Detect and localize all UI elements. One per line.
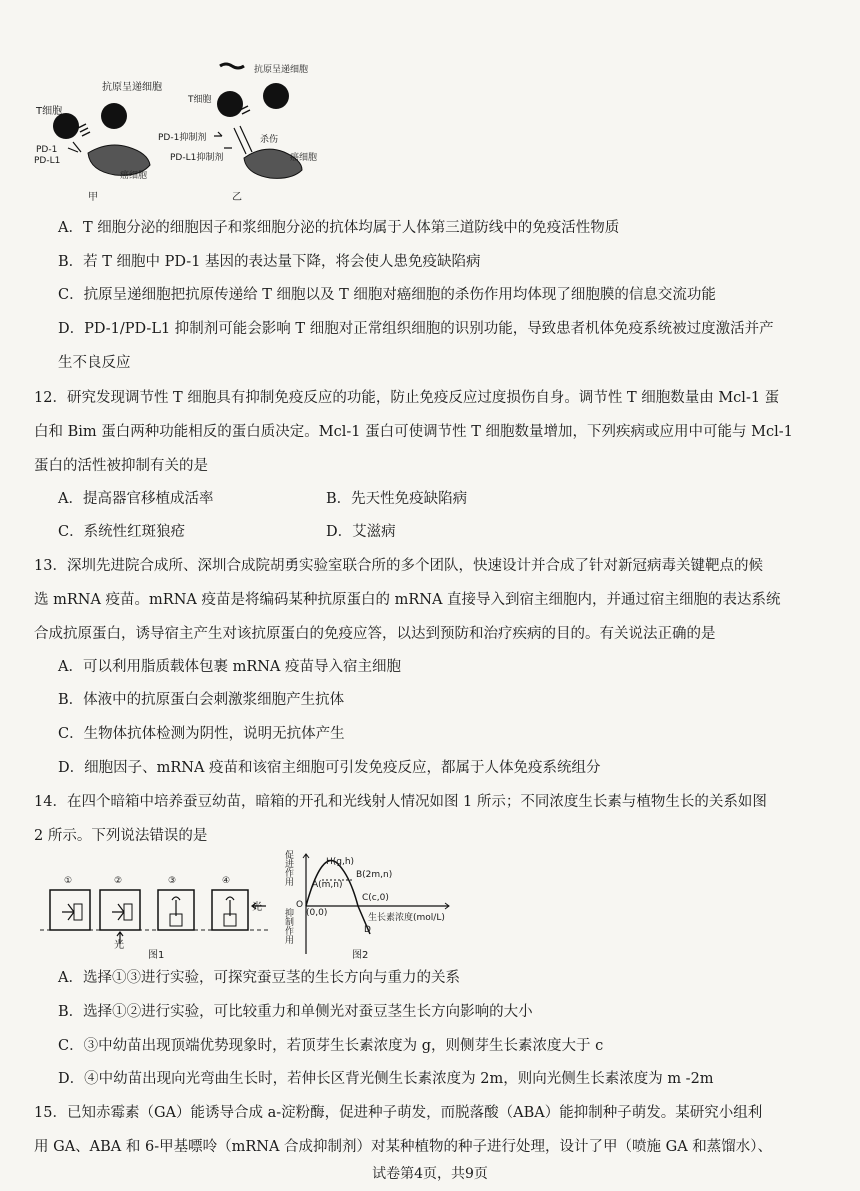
q12-option-a: A．提高器官移植成活率 xyxy=(58,491,214,507)
fig1-light-right: 光 xyxy=(252,902,262,913)
fig2-ylabel-top: 促进作用 xyxy=(285,851,295,888)
q12-option-b: B．先天性免疫缺陷病 xyxy=(326,491,468,507)
q11-option-b: B．若 T 细胞中 PD-1 基因的表达量下降，将会使人患免疫缺陷病 xyxy=(58,254,481,270)
fig11-left-cancer: 癌细胞 xyxy=(120,171,148,181)
q13-stem-2: 选 mRNA 疫苗。mRNA 疫苗是将编码某种抗原蛋白的 mRNA 直接导入到宿主细胞内，并通过宿主细胞的表达系统 xyxy=(34,592,781,608)
fig2-caption: 图2 xyxy=(352,950,369,961)
q11-option-c: C．抗原呈递细胞把抗原传递给 T 细胞以及 T 细胞对癌细胞的杀伤作用均体现了细胞膜的信息交流功能 xyxy=(58,287,716,303)
fig11-right-kill: 杀伤 xyxy=(260,135,279,145)
q15-stem-1: 15．已知赤霉素（GA）能诱导合成 a-淀粉酶，促进种子萌发，而脱落酸（ABA）能抑制种子萌发。某研究小组利 xyxy=(34,1105,763,1121)
fig1-box-4: ④ xyxy=(222,876,231,886)
q11-option-d-cont: 生不良反应 xyxy=(58,355,131,371)
fig11-right-pd1-inhib: PD-1抑制剂 xyxy=(158,133,207,143)
fig2-origin: O xyxy=(296,900,304,910)
fig1-box-3: ③ xyxy=(168,876,177,886)
q14-option-b: B．选择①②进行实验，可比较重力和单侧光对蚕豆茎生长方向影响的大小 xyxy=(58,1004,533,1020)
q13-option-a: A．可以利用脂质载体包裹 mRNA 疫苗导入宿主细胞 xyxy=(58,659,402,675)
fig1-box-2: ② xyxy=(114,876,123,886)
fig11-right-apc-label: 抗原呈递细胞 xyxy=(254,65,309,75)
fig2-origin-point: (0,0) xyxy=(306,908,328,918)
fig2-point-d: D xyxy=(364,925,371,935)
q13-stem-1: 13．深圳先进院合成所、深圳合成院胡勇实验室联合所的多个团队，快速设计并合成了针对新冠病毒关键靶点的候 xyxy=(34,558,763,574)
fig2-point-c: C(c,0) xyxy=(362,893,389,903)
fig11-right-t-label: T细胞 xyxy=(188,95,212,105)
fig11-left-pdl1: PD-L1 xyxy=(34,156,61,166)
fig1-box-1: ① xyxy=(64,876,73,886)
q14-stem-2: 2 所示。下列说法错误的是 xyxy=(34,828,208,844)
q13-option-b: B．体液中的抗原蛋白会刺激浆细胞产生抗体 xyxy=(58,692,345,708)
q12-stem-2: 白和 Bim 蛋白两种功能相反的蛋白质决定。Mcl-1 蛋白可使调节性 T 细胞数量增加，下列疾病或应用中可能与 Mcl-1 xyxy=(34,424,793,440)
fig2-point-a: A(m,n) xyxy=(312,880,343,890)
fig2-point-b: B(2m,n) xyxy=(356,870,393,880)
fig11-left-apc-label: 抗原呈递细胞 xyxy=(102,82,162,93)
q14-option-d: D．④中幼苗出现向光弯曲生长时，若伸长区背光侧生长素浓度为 2m，则向光侧生长素浓度为 m -2m xyxy=(58,1071,714,1087)
fig11-left-caption: 甲 xyxy=(88,192,98,203)
q14-option-c: C．③中幼苗出现顶端优势现象时，若顶芽生长素浓度为 g，则侧芽生长素浓度大于 c xyxy=(58,1038,604,1054)
dark-box-figure xyxy=(40,870,270,950)
q13-option-d: D．细胞因子、mRNA 疫苗和该宿主细胞可引发免疫反应，都属于人体免疫系统组分 xyxy=(58,760,601,776)
q13-option-c: C．生物体抗体检测为阴性，说明无抗体产生 xyxy=(58,726,345,742)
q12-stem-3: 蛋白的活性被抑制有关的是 xyxy=(34,458,208,474)
fig11-right-pdl1-inhib: PD-L1抑制剂 xyxy=(170,153,224,163)
fig2-ylabel-bottom: 抑制作用 xyxy=(285,909,295,946)
fig11-right-caption: 乙 xyxy=(232,192,242,203)
q12-option-c: C．系统性红斑狼疮 xyxy=(58,524,186,540)
fig11-left-t-label: T细胞 xyxy=(36,106,63,117)
q12-stem-1: 12．研究发现调节性 T 细胞具有抑制免疫反应的功能，防止免疫反应过度损伤自身。调节性 T 细胞数量由 Mcl-1 蛋 xyxy=(34,390,780,406)
page-footer: 试卷第4页，共9页 xyxy=(372,1166,488,1182)
q15-stem-2: 用 GA、ABA 和 6-甲基嘌呤（mRNA 合成抑制剂）对某种植物的种子进行处理，设计了甲（喷施 GA 和蒸馏水）、 xyxy=(34,1139,773,1155)
q14-option-a: A．选择①③进行实验，可探究蚕豆茎的生长方向与重力的关系 xyxy=(58,970,460,986)
q13-stem-3: 合成抗原蛋白，诱导宿主产生对该抗原蛋白的免疫应答，以达到预防和治疗疾病的目的。有关说法正确的是 xyxy=(34,626,716,642)
fig2-xlabel: 生长素浓度(mol/L) xyxy=(368,913,445,923)
q11-option-a: A．T 细胞分泌的细胞因子和浆细胞分泌的抗体均属于人体第三道防线中的免疫活性物质 xyxy=(58,220,620,236)
fig1-light-bottom: 光 xyxy=(114,940,124,951)
q12-option-d: D．艾滋病 xyxy=(326,524,396,540)
fig11-left-pd1: PD-1 xyxy=(36,145,58,155)
fig2-point-h: H(g,h) xyxy=(326,857,355,867)
fig11-right-cancer: 癌细胞 xyxy=(290,153,318,163)
auxin-curve-figure xyxy=(284,850,454,960)
q14-stem-1: 14．在四个暗箱中培养蚕豆幼苗，暗箱的开孔和光线射人情况如图 1 所示；不同浓度生长素与植物生长的关系如图 xyxy=(34,794,767,810)
fig1-caption: 图1 xyxy=(148,950,165,961)
q11-option-d: D．PD-1/PD-L1 抑制剂可能会影响 T 细胞对正常组织细胞的识别功能，导致患者机体免疫系统被过度激活并产 xyxy=(58,321,774,337)
